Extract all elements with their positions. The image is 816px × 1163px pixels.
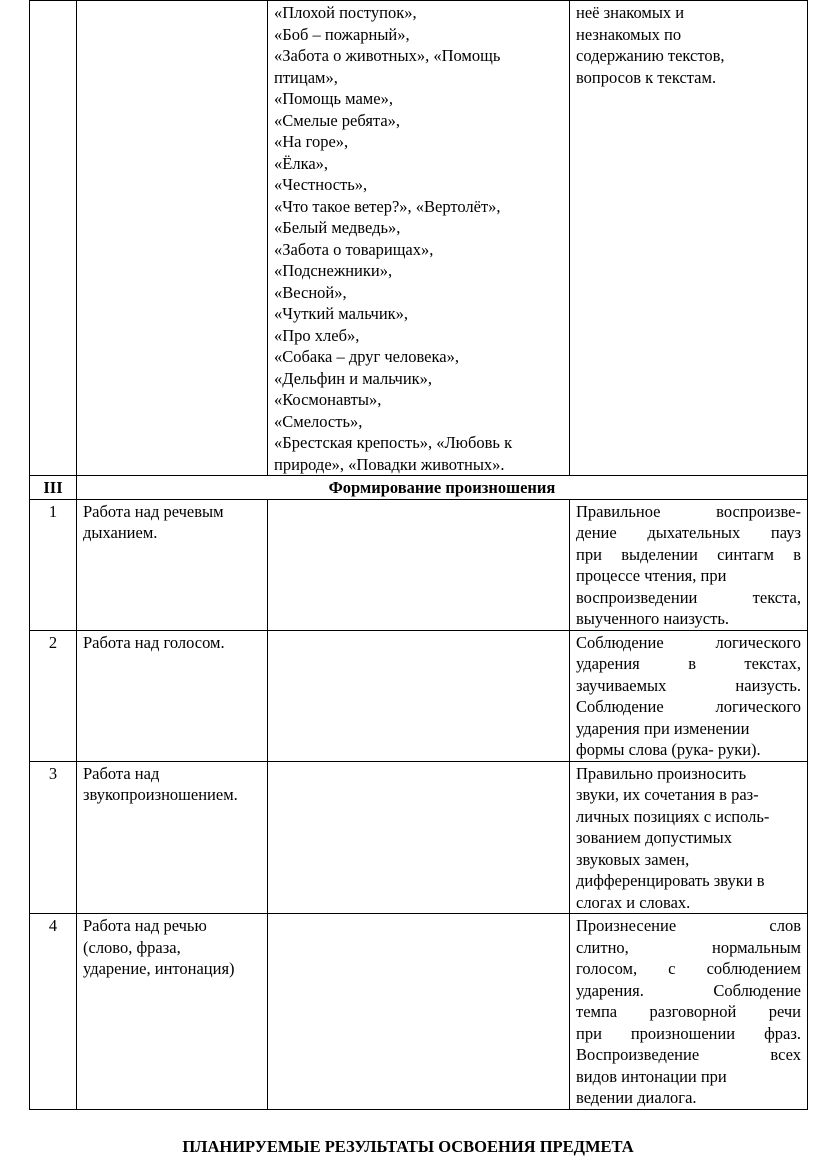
text-line: зованием допустимых [576, 828, 732, 847]
text-line: Работа над речевым [83, 501, 224, 521]
text-line: звуки, их сочетания в раз- [576, 785, 759, 804]
section-number: III [30, 476, 77, 500]
text-line: Правильно произносить [576, 763, 747, 783]
row-number: 1 [30, 499, 77, 630]
text-line: «Плохой поступок», [274, 3, 417, 22]
text-line: вопросов к текстам. [576, 67, 717, 87]
topic-cell [77, 630, 268, 761]
text-line: ударения в текстах, [576, 654, 801, 673]
table-row [30, 914, 808, 1110]
text-line: неё знакомых и [576, 3, 685, 22]
text-line: «Собака – друг человека», [274, 347, 459, 366]
text-line: «Помощь маме», [274, 89, 393, 108]
text-line: Соблюдение логического [576, 697, 801, 716]
text-line: выученного наизусть. [576, 609, 729, 628]
text-line: Работа над речью [83, 916, 207, 935]
text-line: «Честность», [274, 175, 368, 194]
row-number: 3 [30, 761, 77, 914]
section-heading: ПЛАНИРУЕМЫЕ РЕЗУЛЬТАТЫ ОСВОЕНИЯ ПРЕДМЕТА [182, 1137, 634, 1156]
table-row [30, 499, 808, 630]
requirements-cell [570, 1, 808, 476]
text-line: «Чуткий мальчик», [274, 304, 409, 323]
text-line: Работа над [83, 763, 160, 783]
text-line: «Смелость», [274, 411, 363, 431]
text-line: при выделении синтагм в [576, 544, 801, 564]
text-line: «Космонавты», [274, 390, 382, 409]
text-line: слогах и словах. [576, 892, 691, 912]
text-line: Соблюдение логического [576, 632, 801, 652]
text-line: птицам», [274, 67, 338, 87]
text-line: видов интонации при [576, 1066, 727, 1086]
text-line: слитно, нормальным [576, 937, 801, 957]
text-line: звукопроизношением. [83, 785, 238, 804]
section-row [30, 476, 808, 500]
texts-cell [268, 499, 570, 630]
text-line: ударения. Соблюдение [576, 980, 801, 1000]
requirements-cell [570, 630, 808, 761]
text-line: при произношении фраз. [576, 1023, 801, 1043]
section-title: Формирование произношения [77, 476, 808, 500]
text-line: «На горе», [274, 132, 349, 151]
curriculum-table [29, 0, 808, 1110]
text-line: воспроизведении текста, [576, 587, 801, 607]
text-line: «Ёлка», [274, 153, 329, 173]
table-row [30, 1, 808, 476]
text-line: ударения при изменении [576, 718, 750, 738]
text-line: «Забота о животных», «Помощь [274, 46, 501, 65]
text-line: «Весной», [274, 282, 347, 302]
text-line: формы слова (рука- руки). [576, 740, 761, 759]
requirements-cell [570, 499, 808, 630]
text-line: дифференцировать звуки в [576, 871, 765, 890]
text-line: незнакомых по [576, 24, 682, 44]
text-line: Произнесение слов [576, 916, 801, 935]
texts-cell [268, 630, 570, 761]
requirements-cell [570, 914, 808, 1110]
text-line: «Что такое ветер?», «Вертолёт», [274, 196, 501, 216]
text-line: «Белый медведь», [274, 218, 401, 237]
row-number: 2 [30, 630, 77, 761]
num-cell [30, 1, 77, 476]
requirements-cell [570, 761, 808, 914]
text-line: содержанию текстов, [576, 46, 725, 65]
row-number: 4 [30, 914, 77, 1110]
text-line: «Забота о товарищах», [274, 239, 434, 259]
text-line: дыханием. [83, 523, 158, 542]
text-line: ударение, интонация) [83, 959, 235, 978]
text-line: Воспроизведение всех [576, 1045, 801, 1064]
text-line: заучиваемых наизусть. [576, 675, 801, 695]
text-line: «Смелые ребята», [274, 110, 401, 130]
topic-cell [77, 1, 268, 476]
topic-cell [77, 499, 268, 630]
text-line: Работа над голосом. [83, 632, 225, 652]
topic-cell [77, 761, 268, 914]
text-line: ведении диалога. [576, 1088, 697, 1107]
text-line: «Подснежники», [274, 261, 393, 280]
text-line: личных позициях с исполь- [576, 806, 770, 826]
text-line: (слово, фраза, [83, 937, 181, 957]
texts-cell [268, 1, 570, 476]
text-line: «Дельфин и мальчик», [274, 368, 433, 388]
text-line: звуковых замен, [576, 849, 690, 869]
text-line: процессе чтения, при [576, 566, 727, 585]
text-line: дение дыхательных пауз [576, 523, 801, 542]
text-line: природе», «Повадки животных». [274, 454, 505, 474]
table-row [30, 630, 808, 761]
text-line: «Про хлеб», [274, 325, 360, 345]
topic-cell [77, 914, 268, 1110]
text-line: темпа разговорной речи [576, 1002, 801, 1021]
texts-cell [268, 761, 570, 914]
texts-cell [268, 914, 570, 1110]
text-line: «Боб – пожарный», [274, 24, 410, 44]
table-row [30, 761, 808, 914]
text-line: голосом, с соблюдением [576, 959, 801, 978]
text-line: «Брестская крепость», «Любовь к [274, 433, 513, 452]
text-line: Правильное воспроизве- [576, 501, 801, 521]
